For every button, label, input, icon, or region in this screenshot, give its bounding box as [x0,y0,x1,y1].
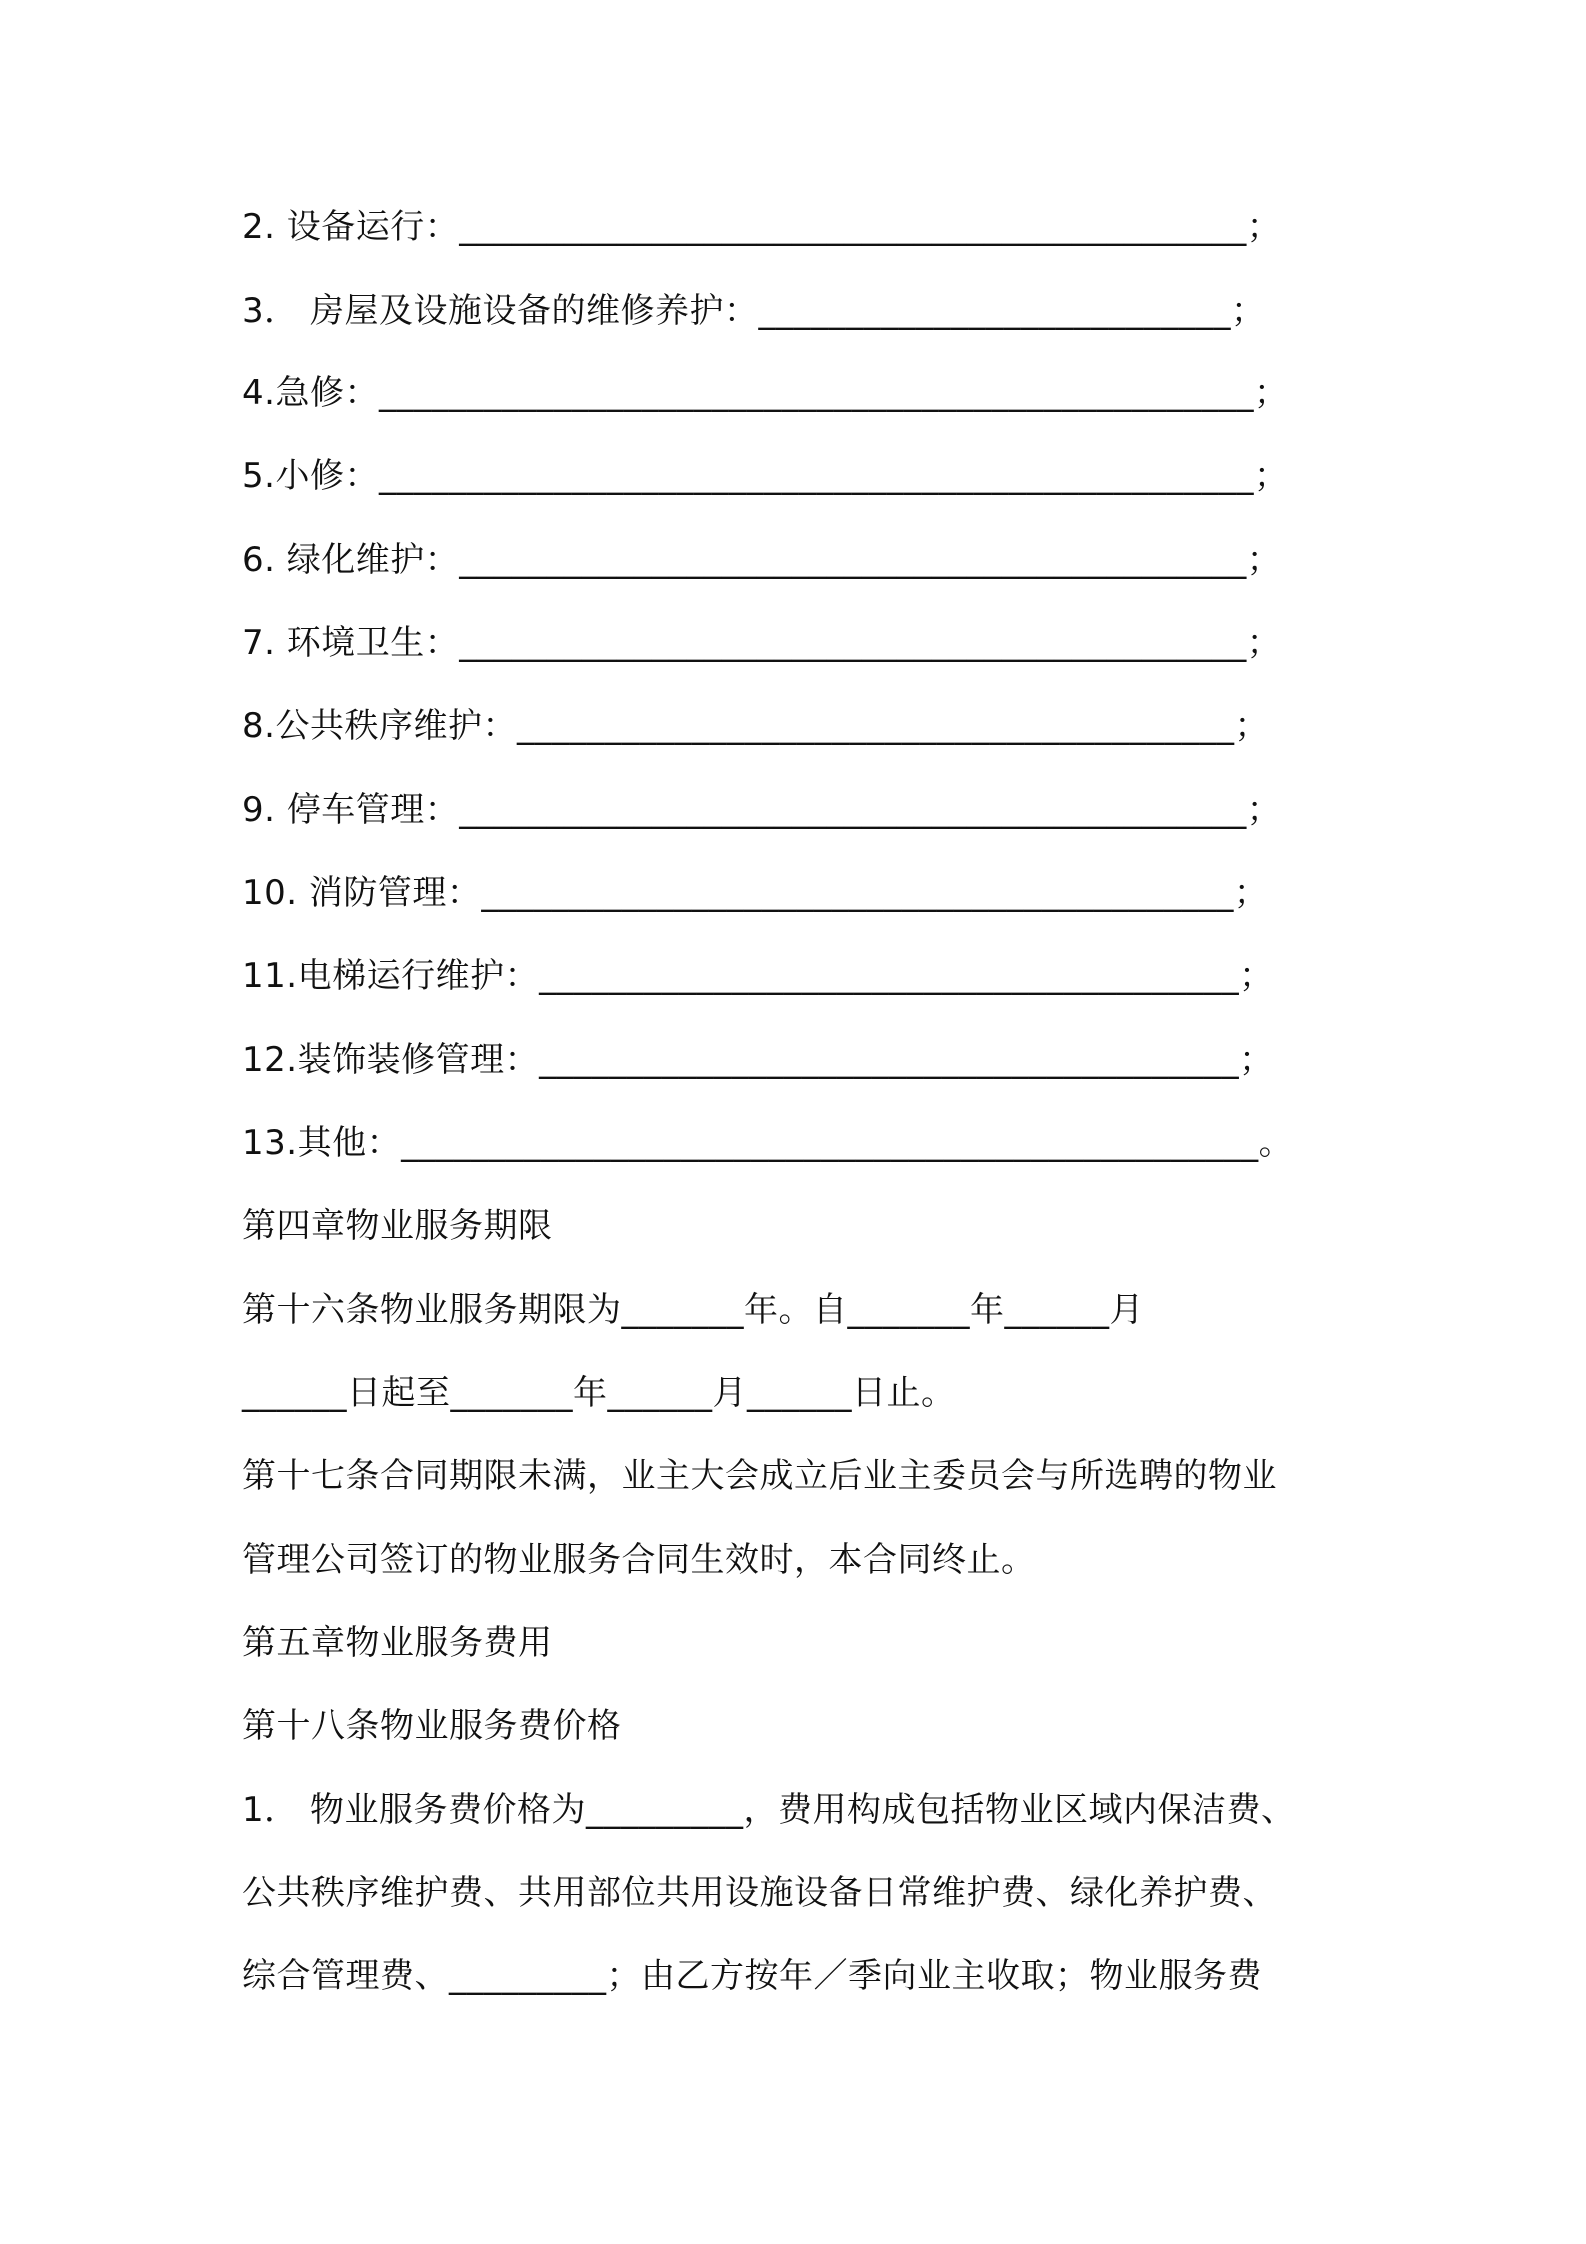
item-elevator: 11.电梯运行维护：________________________________________； [242,956,1274,996]
article-18-item-1-line-1: 1． 物业服务费价格为_________，费用构成包括物业区域内保洁费、 [242,1790,1296,1830]
article-18-item-1-line-2: 公共秩序维护费、共用部位共用设施设备日常维护费、绿化养护费、 [242,1873,1277,1913]
item-emergency-repair: 4.急修：__________________________________________________； [242,373,1289,413]
article-18-item-1-line-3: 综合管理费、_________；由乙方按年／季向业主收取；物业服务费 [242,1956,1262,1996]
item-house-maintenance: 3． 房屋及设施设备的维修养护：___________________________； [242,291,1266,331]
chapter-heading-4: 第四章物业服务期限 [242,1206,553,1246]
article-17-line-1: 第十七条合同期限未满，业主大会成立后业主委员会与所选聘的物业 [242,1456,1277,1496]
item-minor-repair: 5.小修：__________________________________________________； [242,456,1289,496]
article-17-line-2: 管理公司签订的物业服务合同生效时，本合同终止。 [242,1540,1036,1580]
article-18-heading: 第十八条物业服务费价格 [242,1706,622,1746]
item-other: 13.其他：_________________________________________________。 [242,1123,1294,1163]
article-16-line-2: ______日起至_______年______月______日止。 [242,1373,956,1413]
item-parking: 9. 停车管理：_____________________________________________； [242,790,1282,830]
chapter-heading-5: 第五章物业服务费用 [242,1623,553,1663]
item-public-order: 8.公共秩序维护：_________________________________________； [242,706,1269,746]
item-sanitation: 7. 环境卫生：_____________________________________________； [242,623,1282,663]
article-16-line-1: 第十六条物业服务期限为_______年。自_______年______月 [242,1290,1144,1330]
item-greening: 6. 绿化维护：_____________________________________________； [242,540,1282,580]
item-fire-safety: 10. 消防管理：___________________________________________； [242,873,1269,913]
item-equipment-operation: 2. 设备运行：_____________________________________________； [242,207,1282,247]
item-decoration: 12.装饰装修管理：________________________________________； [242,1040,1274,1080]
